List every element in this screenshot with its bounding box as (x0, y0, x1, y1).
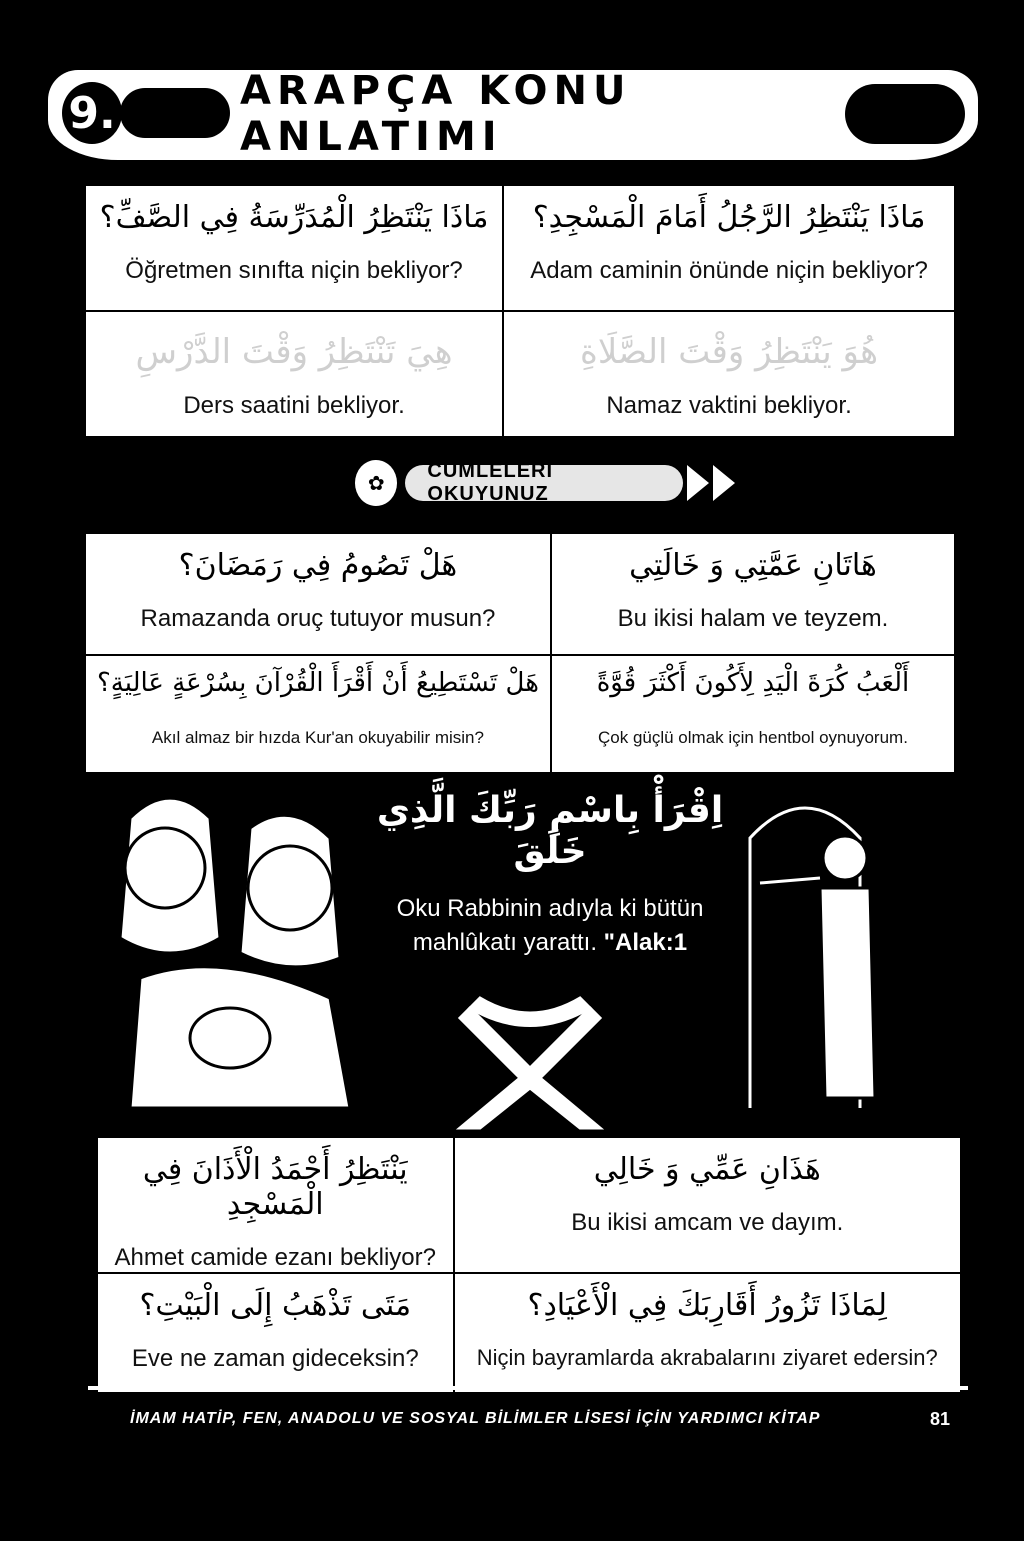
children-illustration (120, 798, 350, 1108)
table2-cell-left-2 (85, 655, 551, 773)
turkish-text: Namaz vaktini bekliyor. (606, 392, 852, 419)
arabic-text: هَلْ تَسْتَطِيعُ أَنْ أَقْرَأَ الْقُرْآنَ بِسُرْعَةٍ عَالِيَةٍ؟ (96, 668, 539, 698)
arabic-text: مَاذَا يَنْتَظِرُ الرَّجُلُ أَمَامَ الْمَسْجِدِ؟ (532, 200, 926, 235)
table2-cell-left-1 (85, 533, 551, 655)
arabic-text: هَلْ تَصُومُ فِي رَمَضَانَ؟ (178, 548, 458, 583)
turkish-text: Ramazanda oruç tutuyor musun? (140, 605, 496, 632)
turkish-text: Ahmet camide ezanı bekliyor? (114, 1244, 436, 1271)
arabic-text: يَنْتَظِرُ أَحْمَدُ الْأَذَانَ فِي الْمَسْجِدِ (142, 1152, 408, 1222)
table1-cell-left-1 (85, 185, 503, 311)
dialogue-table-1 (84, 184, 956, 438)
turkish-text: Bu ikisi halam ve teyzem. (617, 605, 889, 632)
section-title: CÜMLELERİ OKUYUNUZ (405, 465, 683, 501)
table3-cell-left-2 (97, 1273, 454, 1393)
badge-decoration (120, 88, 230, 138)
table2-cell-right-1 (551, 533, 955, 655)
lesson-number-badge (62, 82, 122, 144)
footer-book-title: İMAM HATİP, FEN, ANADOLU VE SOSYAL BİLİMLER LİSESİ İÇİN YARDIMCI KİTAP (130, 1410, 821, 1427)
verse-reference: "Alak:1 (603, 929, 688, 956)
dialogue-table-2 (84, 532, 956, 774)
table3-cell-right-2 (454, 1273, 962, 1393)
verse-arabic: اِقْرَأْ بِاسْمِ رَبِّكَ الَّذِي خَلَقَ (376, 790, 724, 872)
page-footer (130, 1404, 950, 1434)
turkish-text: Çok güçlü olmak için hentbol oynuyorum. (597, 728, 908, 747)
turkish-text: Öğretmen sınıfta niçin bekliyor? (125, 257, 463, 284)
table3-cell-left-1 (97, 1137, 454, 1273)
section-banner (355, 460, 735, 506)
arabic-text: هَذَانِ عَمِّي وَ خَالِي (593, 1152, 821, 1187)
page-title: ARAPÇA KONU ANLATIMI (240, 68, 632, 160)
table1-cell-right-1 (503, 185, 955, 311)
table1-cell-left-2 (85, 311, 503, 437)
arrow-icon (713, 465, 735, 501)
arabic-text: مَتَى تَذْهَبُ إِلَى الْبَيْتِ؟ (139, 1288, 412, 1323)
table3-cell-right-1 (454, 1137, 962, 1273)
turkish-text: Akıl almaz bir hızda Kur'an okuyabilir misin? (151, 728, 484, 747)
turkish-text: Ders saatini bekliyor. (183, 392, 405, 419)
arabic-text: لِمَاذَا تَزُورُ أَقَارِبَكَ فِي الْأَعْيَادِ؟ (527, 1288, 887, 1323)
verse-turkish-text: mahlûkatı yarattı. (412, 929, 604, 956)
turkish-text: Eve ne zaman gideceksin? (131, 1345, 419, 1372)
footer-divider (88, 1386, 968, 1390)
arabic-text: هَاتَانِ عَمَّتِي وَ خَالَتِي (629, 548, 877, 583)
arabic-text: أَلْعَبُ كُرَةَ الْيَدِ لِأَكُونَ أَكْثَرَ قُوَّةً (596, 668, 910, 698)
table2-cell-right-2 (551, 655, 955, 773)
muezzin-illustration (750, 808, 875, 1108)
arabic-answer-text: هُوَ يَنْتَظِرُ وَقْتَ الصَّلَاةِ (580, 332, 879, 372)
flower-icon: ✿ (355, 460, 397, 506)
turkish-text: Adam caminin önünde niçin bekliyor? (530, 257, 928, 284)
verse-turkish-line2 (340, 926, 760, 960)
arabic-answer-text: هِيَ تَنْتَظِرُ وَقْتَ الدَّرْسِ (135, 332, 453, 372)
turkish-text: Bu ikisi amcam ve dayım. (571, 1209, 844, 1236)
dialogue-table-3 (96, 1136, 962, 1394)
page-number: 81 (929, 1408, 950, 1429)
table1-cell-right-2 (503, 311, 955, 437)
verse-quote (340, 790, 760, 970)
quran-stand-illustration (460, 998, 600, 1128)
arabic-text: مَاذَا يَنْتَظِرُ الْمُدَرِّسَةُ فِي الصَّفِّ؟ (99, 200, 489, 235)
arrow-icon (687, 465, 709, 501)
lesson-number: 9. (68, 87, 116, 139)
turkish-text: Niçin bayramlarda akrabalarını ziyaret edersin? (476, 1345, 938, 1370)
verse-turkish-line1: Oku Rabbinin adıyla ki bütün (396, 895, 704, 922)
